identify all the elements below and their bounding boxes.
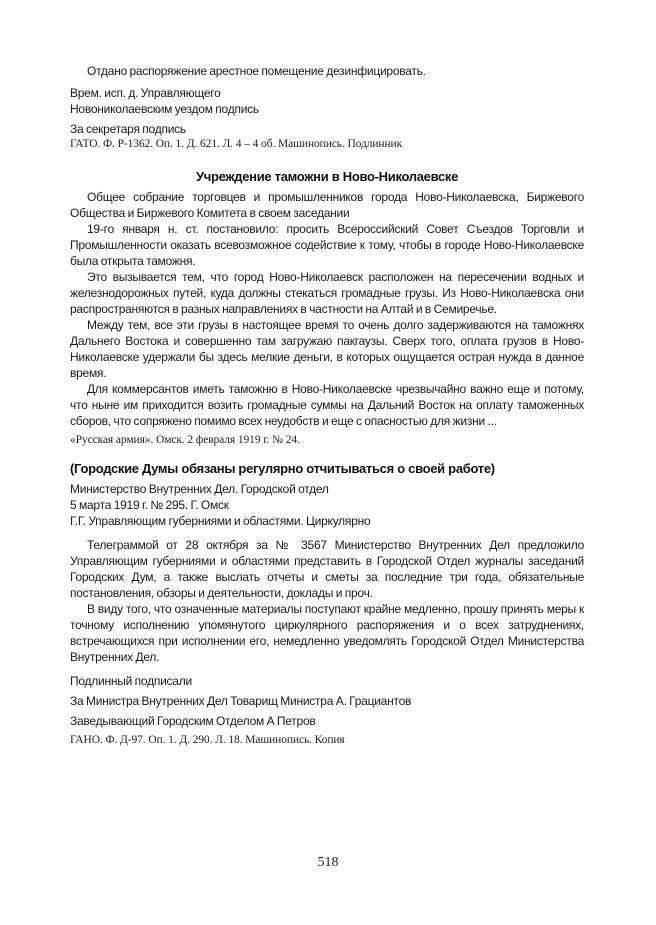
document-header-line: Г.Г. Управляющим губерниями и областями. Циркулярно <box>70 514 371 528</box>
section-title: (Городские Думы обязаны регулярно отчитываться о своей работе) <box>70 461 495 476</box>
paragraph: Телеграммой от 28 октября за № 3567 Министерство Внутренних Дел предложило Управляющим губерниями и областями представить в Городской Отдел журналы заседаний Городских Дум, а также выслать отчеты и сметы за последние три года, обязательные постановления, обзоры и деятельности, доклады и проч. <box>70 538 584 600</box>
signature-line: За Министра Внутренних Дел Товарищ Министра А. Грациантов <box>70 694 412 708</box>
signature-line: Подлинный подписали <box>70 674 192 688</box>
paragraph: В виду того, что означенные материалы поступают крайне медленно, прошу принять меры к точному исполнению упомянутого циркулярного распоряжения и о всех затруднениях, встречающихся при исполнении его, немедленно уведомлять Городской Отдел Министерства Внутренних Дел. <box>70 602 584 664</box>
document-header-line: Министерство Внутренних Дел. Городской отдел <box>70 482 329 496</box>
archive-source: ГАТО. Ф. Р-1362. Оп. 1. Д. 621. Л. 4 – 4 об. Машинопись. Подлинник <box>70 138 403 150</box>
signature-line: Заведывающий Городским Отделом А Петров <box>70 714 316 728</box>
paragraph: 19-го января н. ст. постановило: просить Всероссийский Совет Съездов Торговли и Промышленности оказать всевозможное содействие к тому, чтобы в городе Ново-Николаевске была открыта таможня. <box>70 222 584 268</box>
order-line: Отдано распоряжение арестное помещение дезинфицировать. <box>87 64 426 78</box>
archive-source: ГАНО. Ф. Д-97. Оп. 1. Д. 290. Л. 18. Машинопись. Копия <box>70 734 345 746</box>
newspaper-source: «Русская армия». Омск. 2 февраля 1919 г. № 24. <box>70 434 300 446</box>
signature-line: Врем. исп. д. Управляющего <box>70 86 221 100</box>
paragraph: Общее собрание торговцев и промышленников города Ново-Николаевска, Биржевого Общества и Биржевого Комитета в своем заседании <box>70 190 584 220</box>
page-number: 518 <box>317 855 339 870</box>
signature-line: Новониколаевским уездом подпись <box>70 102 259 116</box>
paragraph: Между тем, все эти грузы в настоящее время то очень долго задерживаются на таможнях Дальнего Востока и совершенно там загружаю пакгаузы. Сверх того, оплата грузов в Ново-Николаевске удержали бы здесь мелкие деньги, в которых ощущается острая нужда в данное время. <box>70 318 584 380</box>
section-title: Учреждение таможни в Ново-Николаевске <box>195 169 459 184</box>
document-header-line: 5 марта 1919 г. № 295. Г. Омск <box>70 498 229 512</box>
paragraph: Это вызывается тем, что город Ново-Николаевск расположен на пересечении водных и железнодорожных путей, куда должны стекаться громадные грузы. Из Ново-Николаевска они распространяются в разных направлениях в частности на Алтай и в Семиречье. <box>70 270 584 316</box>
paragraph: Для коммерсантов иметь таможню в Ново-Николаевске чрезвычайно важно еще и потому, что ныне им приходится возить громадные суммы на Дальний Восток на оплату таможенных сборов, что сопряжено помимо всех неудобств и еще с опасностью для жизни ... <box>70 382 584 428</box>
signature-line: За секретаря подпись <box>70 122 186 136</box>
